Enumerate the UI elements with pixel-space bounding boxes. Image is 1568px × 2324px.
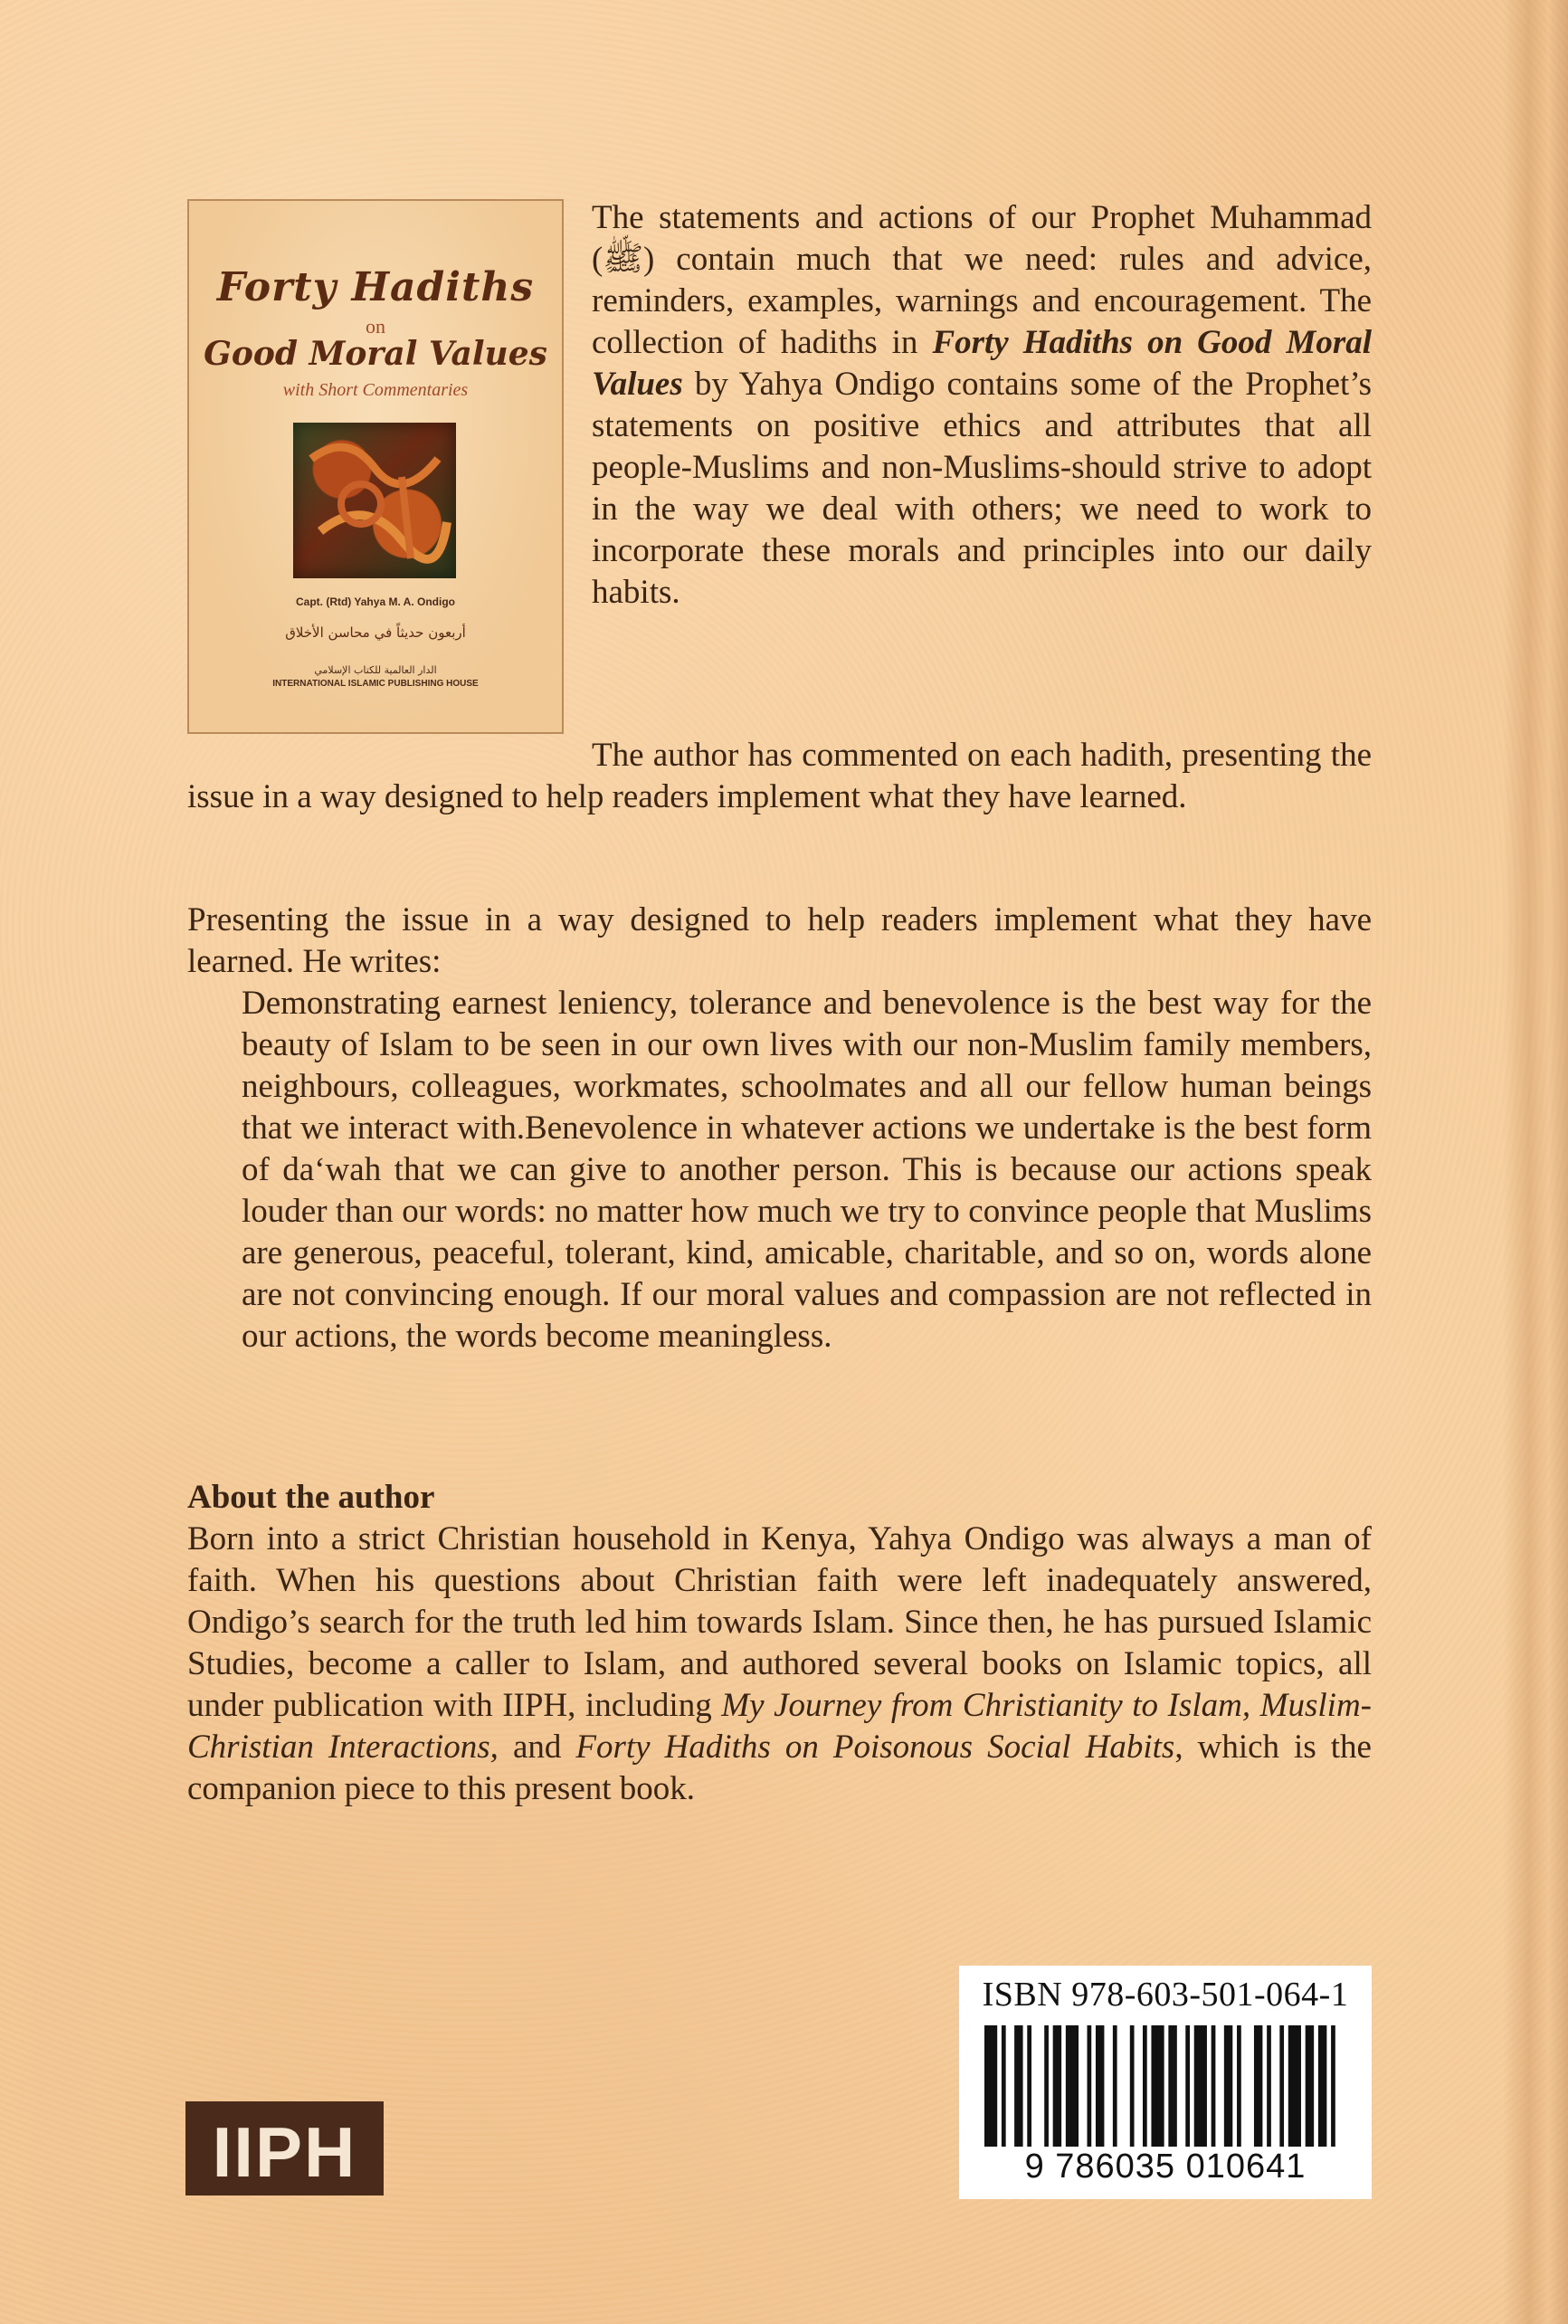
cover-on: on	[366, 315, 385, 338]
barcode-bar	[1130, 2025, 1135, 2161]
barcode-bar	[1027, 2025, 1031, 2161]
cover-arabic-title: أربعون حديثاً في محاسن الأخلاق	[285, 624, 466, 641]
intro-text-2: by Yahya Ondigo contains some of the Prophet’s statements on positive ethics and attributes that all people-Muslims and non-Muslims-should strive to adopt in the way we deal with others; we need to work to incorporate these morals and principles into our daily habits.	[592, 366, 1372, 611]
barcode-bar	[1306, 2025, 1314, 2161]
barcode-bar	[1288, 2025, 1301, 2161]
barcode-bar	[1066, 2025, 1079, 2161]
barcode-bar	[1168, 2025, 1176, 2161]
about-paragraph	[187, 1519, 1372, 1810]
cover-subtitle: Good Moral Values	[204, 335, 547, 373]
about-heading: About the author	[187, 1479, 435, 1516]
barcode-bar	[1113, 2025, 1117, 2161]
barcode-bar	[1014, 2025, 1022, 2161]
about-book-1: My Journey from Christianity to Islam, Muslim-Christian Interactions,	[187, 1687, 1372, 1766]
barcode-bar	[1194, 2025, 1207, 2161]
iiph-logo: IIPH	[185, 2101, 384, 2195]
spine-edge	[1503, 0, 1568, 2324]
commentary-paragraph: The author has commented on each hadith, presenting the issue in a way designed to help readers implement what they have learned.	[187, 737, 1372, 815]
barcode-bar	[1331, 2025, 1335, 2161]
barcode-digits: 9 786035 010641	[968, 2147, 1363, 2186]
author-quote: Demonstrating earnest leniency, tolerance and benevolence is the best way for the beauty of Islam to be seen in our own lives with our non-Muslim family members, neighbours, colleagues, workmates, schoolmates and all our fellow human beings that we interact with.Benevolence in whatever actions we undertake is the best form of da‘wah that we can give to another person. This is because our actions speak louder than our words: no matter how much we try to convince people that Muslims are generous, peaceful, tolerant, kind, amicable, charitable, and so on, words alone are not convincing enough. If our moral values and compassion are not reflected in our actions, the words become meaningless.	[242, 985, 1372, 1355]
isbn-label: ISBN 978-603-501-064-1	[982, 1976, 1349, 2014]
barcode-bar	[1237, 2025, 1241, 2161]
isbn-barcode-box	[959, 1966, 1372, 2199]
cover-author: Capt. (Rtd) Yahya M. A. Ondigo	[295, 595, 455, 608]
cover-publisher: INTERNATIONAL ISLAMIC PUBLISHING HOUSE	[272, 679, 479, 689]
barcode-bar	[1185, 2025, 1190, 2161]
cover-publisher-arabic: الدار العالمية للكتاب الإسلامي	[314, 664, 437, 676]
writes-paragraph: Presenting the issue in a way designed to help readers implement what they have learned. He writes:	[187, 901, 1372, 980]
intro-paragraph	[592, 197, 1372, 614]
intro-text-1: The statements and actions of our Prophet Muhammad (ﷺ) contain much that we need: rules and advice, reminders, examples, warnings and encouragement. The collection of hadiths in	[592, 199, 1372, 361]
barcode-bar	[1096, 2025, 1104, 2161]
barcode-bar	[1002, 2025, 1006, 2161]
barcode-bar	[1151, 2025, 1164, 2161]
barcode-bar	[1044, 2025, 1049, 2161]
intro-book-title: Forty Hadiths on Good Moral Values	[592, 324, 1372, 403]
cover-thumbnail	[187, 199, 564, 734]
barcode-bar	[1088, 2025, 1092, 2161]
barcode-bar	[1279, 2025, 1284, 2161]
barcode-bar	[1143, 2025, 1147, 2161]
barcode-bar	[1224, 2025, 1232, 2161]
barcode-bar	[1267, 2025, 1271, 2161]
calligraphy-artwork	[293, 423, 456, 578]
cover-title: Forty Hadiths	[216, 264, 535, 310]
barcode-bar	[1318, 2025, 1326, 2161]
barcode-bar	[1053, 2025, 1061, 2161]
about-text-2: and	[498, 1729, 576, 1766]
cover-tagline: with Short Commentaries	[282, 380, 469, 400]
about-book-2: Forty Hadiths on Poisonous Social Habits	[575, 1729, 1175, 1766]
barcode-bar	[984, 2025, 997, 2161]
about-text-1: Born into a strict Christian household in Kenya, Yahya Ondigo was always a man of faith. When his questions about Christian faith were left inadequately answered, Ondigo’s search for the truth led him towards Islam. Since then, he has pursued Islamic Studies, become a caller to Islam, and authored several books on Islamic topics, all under publication with IIPH, including	[187, 1520, 1372, 1724]
barcode	[981, 2025, 1352, 2161]
about-text-3: , which is the companion piece to this present book.	[187, 1729, 1372, 1807]
barcode-bar	[1212, 2025, 1216, 2161]
barcode-bar	[1254, 2025, 1262, 2161]
calligraphy-icon	[293, 423, 456, 578]
